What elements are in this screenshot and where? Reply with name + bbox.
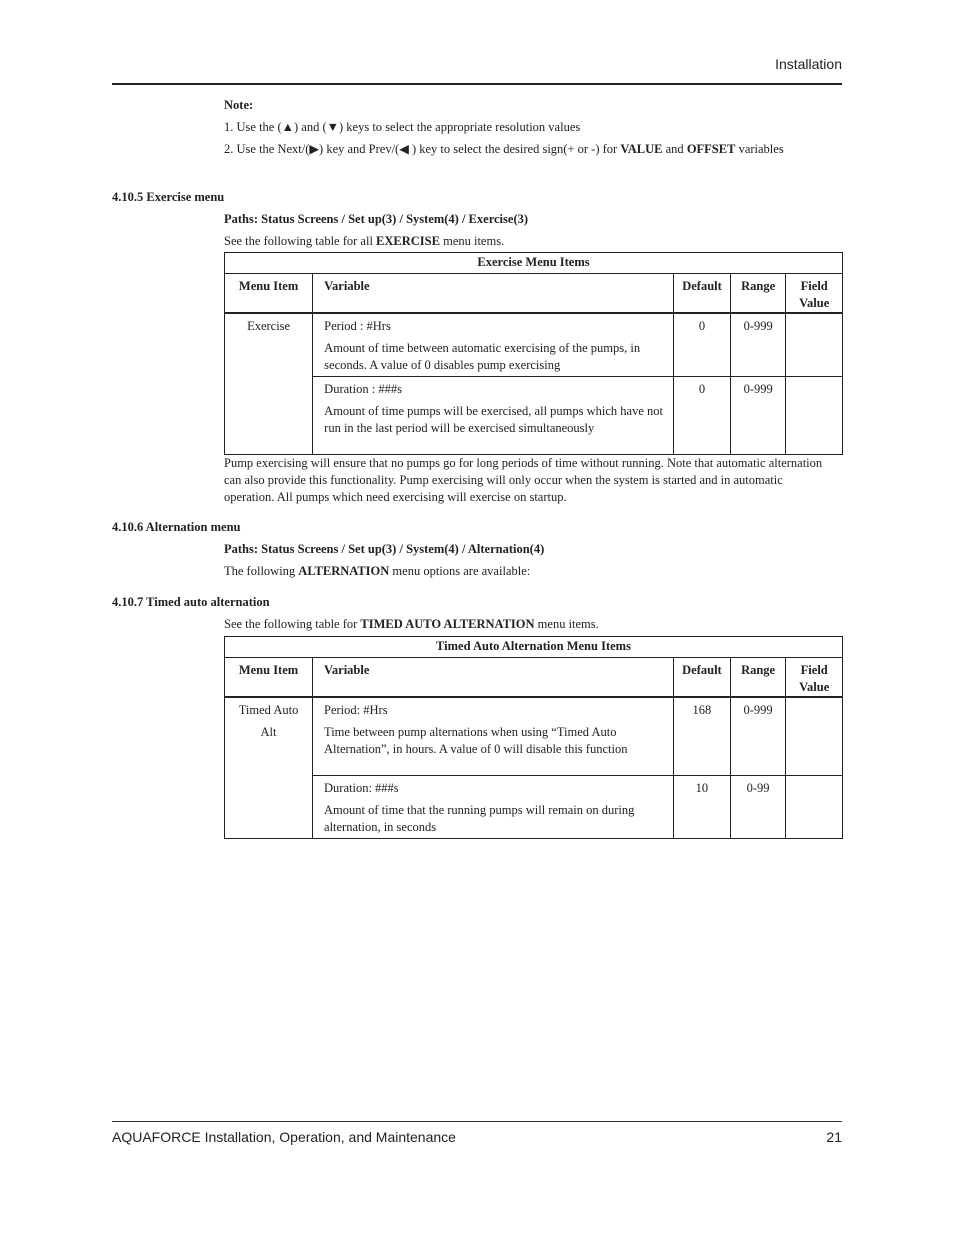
timed-intro: See the following table for TIMED AUTO ALTERNATION menu items. xyxy=(224,617,599,631)
menu-item-cell: Exercise xyxy=(225,313,313,455)
menu-item-cell: Timed Auto Alt xyxy=(225,697,313,839)
left-arrow-icon: ◀ xyxy=(399,142,409,156)
alternation-paths: Paths: Status Screens / Set up(3) / System(4) / Alternation(4) xyxy=(224,542,545,556)
variable-cell: Duration : ###s Amount of time pumps will be exercised, all pumps which have not run in the last period will be exercised simultaneously xyxy=(313,377,674,455)
variable-cell: Duration: ###s Amount of time that the running pumps will remain on during alternation, in seconds xyxy=(313,776,674,839)
field-value-cell xyxy=(786,313,843,377)
col-header-field-value: Field Value xyxy=(786,274,843,314)
section-heading-timed-auto-alternation: 4.10.7 Timed auto alternation xyxy=(112,595,270,609)
up-arrow-icon: ▲ xyxy=(281,120,294,134)
table-row xyxy=(225,377,843,455)
footer-divider xyxy=(112,1121,842,1122)
timed-auto-alternation-table xyxy=(224,636,843,839)
col-header-variable: Variable xyxy=(313,274,674,314)
section-heading-exercise: 4.10.5 Exercise menu xyxy=(112,190,225,204)
page-section-label: Installation xyxy=(775,56,842,72)
range-cell: 0-999 xyxy=(730,377,786,455)
down-arrow-icon: ▼ xyxy=(326,120,339,134)
col-header-variable: Variable xyxy=(313,658,674,698)
exercise-intro: See the following table for all EXERCISE menu items. xyxy=(224,234,505,248)
note-item-2: 2. Use the Next/(▶) key and Prev/(◀ ) key to select the desired sign(+ or -) for VALUE and OFFSET variables xyxy=(224,142,784,156)
variable-cell: Period: #Hrs Time between pump alternations when using “Timed Auto Alternation”, in hours. A value of 0 will disable this function xyxy=(313,697,674,776)
header-divider xyxy=(112,83,842,85)
alternation-intro: The following ALTERNATION menu options are available: xyxy=(224,564,531,578)
range-cell: 0-999 xyxy=(730,697,786,776)
exercise-description: Pump exercising will ensure that no pumps go for long periods of time without running. Note that automatic alternation can also provide this functionality. Pump exercising will only occur when the system is started and in automatic operation. All pumps which need exercising will exercise on startup. xyxy=(224,456,823,504)
note-title: Note: xyxy=(224,98,254,112)
default-cell: 10 xyxy=(674,776,731,839)
col-header-menu-item: Menu Item xyxy=(225,274,313,314)
default-cell: 0 xyxy=(674,313,731,377)
range-cell: 0-999 xyxy=(730,313,786,377)
footer-document-title: AQUAFORCE Installation, Operation, and Maintenance xyxy=(112,1129,456,1145)
table-row xyxy=(225,697,843,776)
right-arrow-icon: ▶ xyxy=(309,142,320,156)
page-number: 21 xyxy=(826,1129,842,1145)
col-header-menu-item: Menu Item xyxy=(225,658,313,698)
variable-cell: Period : #Hrs Amount of time between automatic exercising of the pumps, in seconds. A value of 0 disables pump exercising xyxy=(313,313,674,377)
default-cell: 168 xyxy=(674,697,731,776)
field-value-cell xyxy=(786,377,843,455)
col-header-range: Range xyxy=(730,658,786,698)
col-header-field-value: Field Value xyxy=(786,658,843,698)
field-value-cell xyxy=(786,776,843,839)
exercise-paths: Paths: Status Screens / Set up(3) / System(4) / Exercise(3) xyxy=(224,212,529,226)
col-header-default: Default xyxy=(674,658,731,698)
col-header-range: Range xyxy=(730,274,786,314)
table-caption: Exercise Menu Items xyxy=(225,253,843,274)
range-cell: 0-99 xyxy=(730,776,786,839)
table-row xyxy=(225,776,843,839)
section-heading-alternation: 4.10.6 Alternation menu xyxy=(112,520,241,534)
field-value-cell xyxy=(786,697,843,776)
table-row xyxy=(225,313,843,377)
default-cell: 0 xyxy=(674,377,731,455)
note-item-1: 1. Use the (▲) and (▼) keys to select the appropriate resolution values xyxy=(224,120,581,134)
exercise-menu-table xyxy=(224,252,843,455)
col-header-default: Default xyxy=(674,274,731,314)
table-caption: Timed Auto Alternation Menu Items xyxy=(225,637,843,658)
